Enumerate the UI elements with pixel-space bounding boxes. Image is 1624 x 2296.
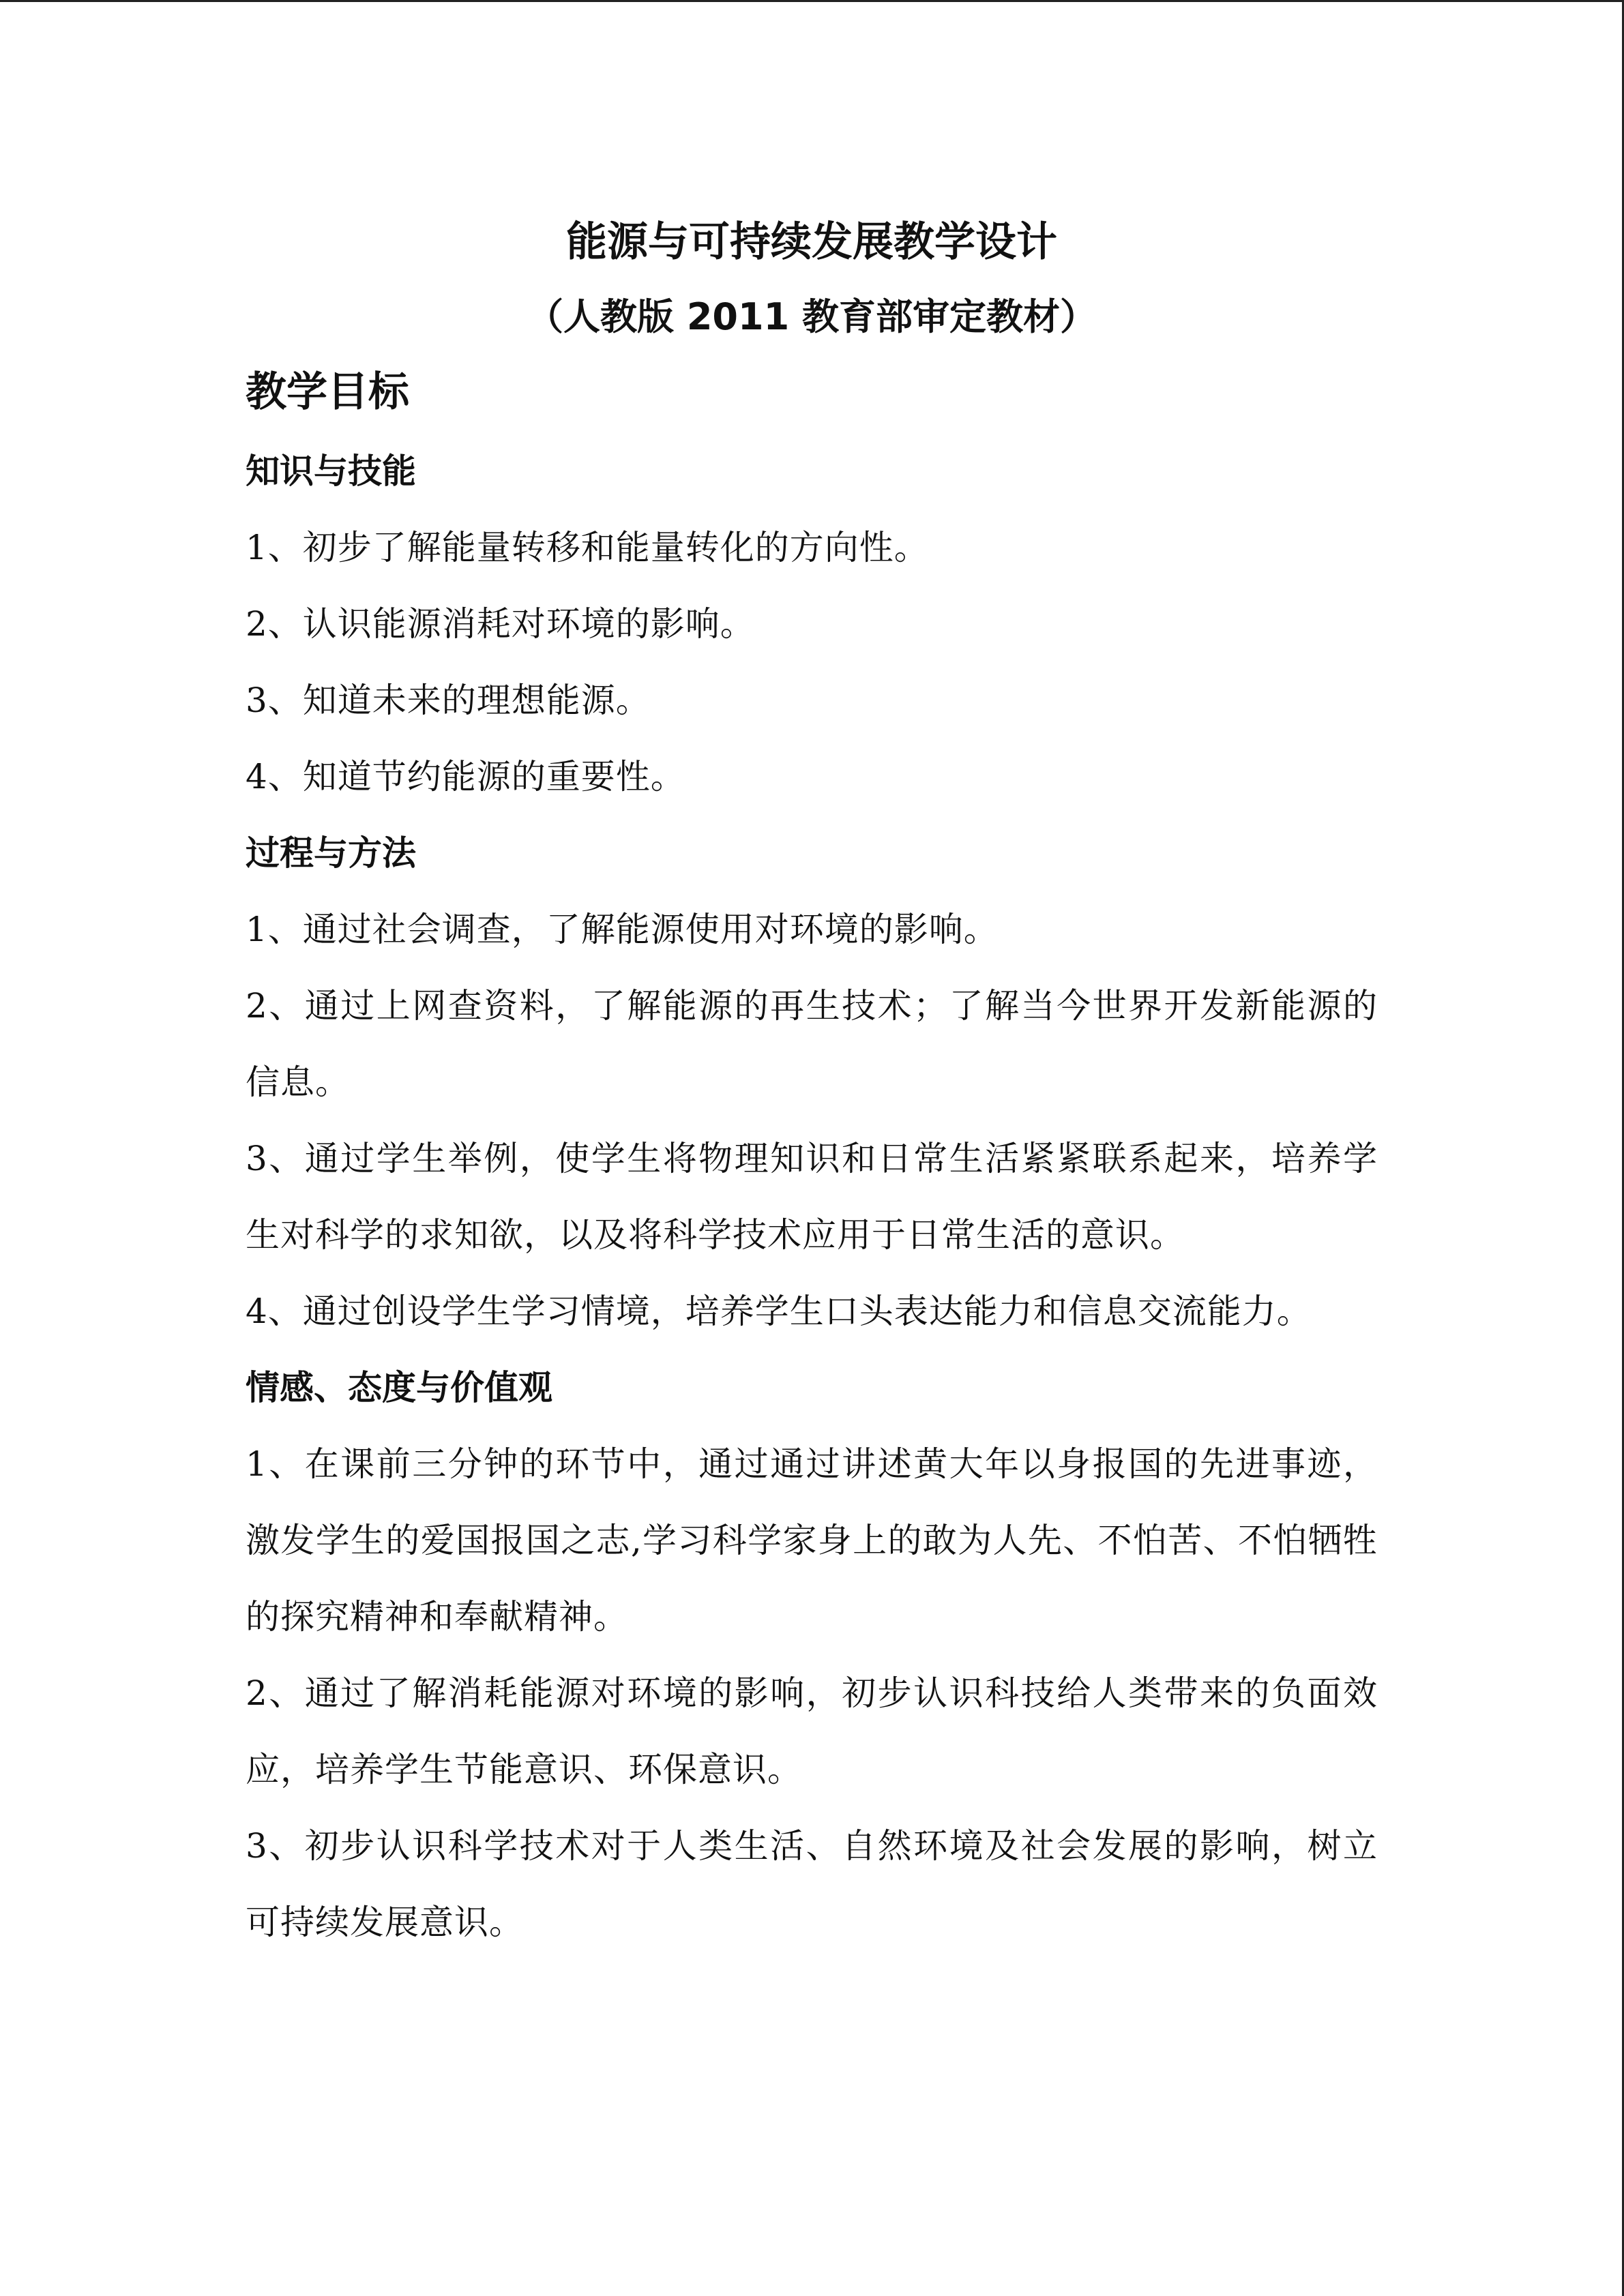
list-item: 1、初步了解能量转移和能量转化的方向性。 [246, 528, 929, 567]
list-item: 4、知道节约能源的重要性。 [246, 757, 685, 796]
section-heading-process-methods: 过程与方法 [246, 833, 416, 873]
document-body [246, 201, 1378, 1960]
section-heading-knowledge-skills: 知识与技能 [246, 451, 416, 491]
document-subtitle: （人教版 2011 教育部审定教材） [527, 295, 1097, 338]
list-item: 1、在课前三分钟的环节中，通过通过讲述黄大年以身报国的先进事迹，激发学生的爱国报国之志,学习科学家身上的敢为人先、不怕苦、不怕牺牲的探究精神和奉献精神。 [246, 1444, 1378, 1637]
list-item: 3、初步认识科学技术对于人类生活、自然环境及社会发展的影响，树立可持续发展意识。 [246, 1826, 1378, 1942]
list-item: 2、通过上网查资料，了解能源的再生技术；了解当今世界开发新能源的信息。 [246, 986, 1378, 1102]
list-item: 3、知道未来的理想能源。 [246, 681, 651, 720]
document-title: 能源与可持续发展教学设计 [566, 218, 1057, 266]
page-border-top [0, 0, 1624, 2]
list-item: 1、通过社会调查，了解能源使用对环境的影响。 [246, 910, 999, 949]
section-heading-teaching-goals: 教学目标 [246, 368, 409, 416]
list-item: 2、通过了解消耗能源对环境的影响，初步认识科技给人类带来的负面效应，培养学生节能意识、环保意识。 [246, 1673, 1378, 1789]
list-item: 3、通过学生举例，使学生将物理知识和日常生活紧紧联系起来，培养学生对科学的求知欲，以及将科学技术应用于日常生活的意识。 [246, 1139, 1378, 1255]
list-item: 4、通过创设学生学习情境，培养学生口头表达能力和信息交流能力。 [246, 1292, 1312, 1331]
section-heading-emotion-values: 情感、态度与价值观 [246, 1368, 552, 1407]
list-item: 2、认识能源消耗对环境的影响。 [246, 604, 755, 644]
